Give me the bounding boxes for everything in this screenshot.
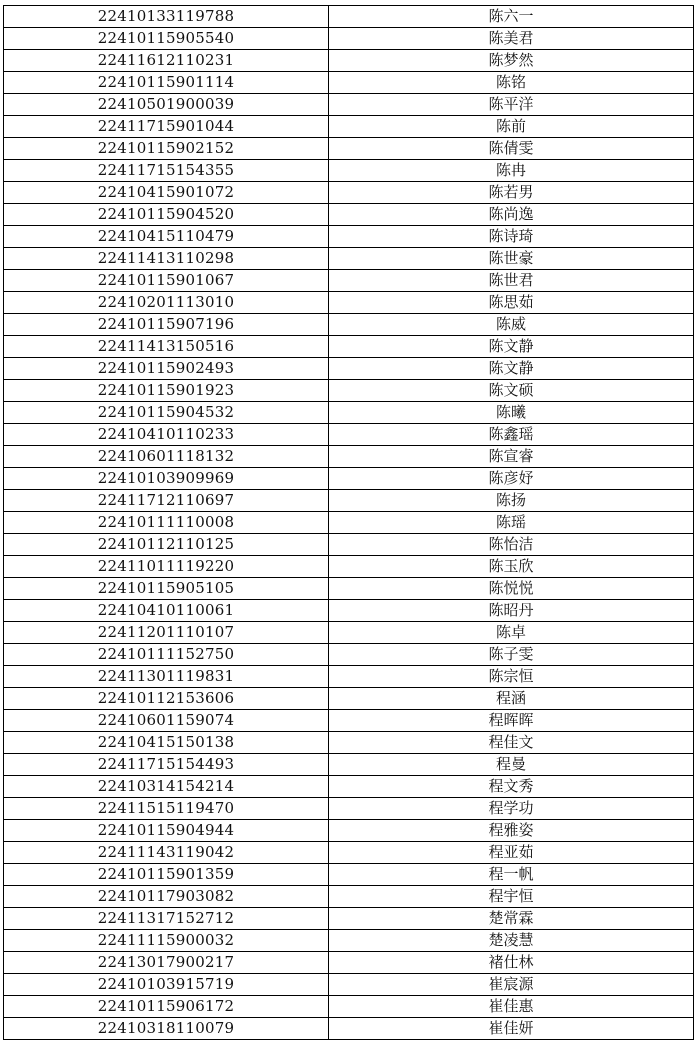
candidate-name-cell: 陈世君 [329, 270, 694, 292]
candidate-name-cell: 楚凌慧 [329, 930, 694, 952]
candidate-id-cell: 22411612110231 [4, 50, 329, 72]
candidate-id-cell: 22410111152750 [4, 644, 329, 666]
table-row [4, 600, 694, 622]
candidate-id-cell: 22411712110697 [4, 490, 329, 512]
candidate-name-cell: 陈怡洁 [329, 534, 694, 556]
candidate-name-cell: 程雅姿 [329, 820, 694, 842]
candidate-id-cell: 22410410110061 [4, 600, 329, 622]
candidate-name-cell: 崔佳妍 [329, 1018, 694, 1040]
candidate-id-cell: 22411301119831 [4, 666, 329, 688]
candidate-name-cell: 陈六一 [329, 6, 694, 28]
candidate-name-cell: 陈卓 [329, 622, 694, 644]
candidate-id-cell: 22411143119042 [4, 842, 329, 864]
table-row [4, 578, 694, 600]
table-row [4, 886, 694, 908]
table-row [4, 908, 694, 930]
candidate-id-cell: 22410201113010 [4, 292, 329, 314]
roster-body [4, 6, 694, 1040]
candidate-name-cell: 楚常霖 [329, 908, 694, 930]
candidate-name-cell: 程佳文 [329, 732, 694, 754]
candidate-id-cell: 22410115901067 [4, 270, 329, 292]
candidate-name-cell: 陈鑫瑶 [329, 424, 694, 446]
candidate-id-cell: 22410103915719 [4, 974, 329, 996]
table-row [4, 556, 694, 578]
candidate-id-cell: 22410103909969 [4, 468, 329, 490]
candidate-name-cell: 陈威 [329, 314, 694, 336]
candidate-id-cell: 22413017900217 [4, 952, 329, 974]
candidate-id-cell: 22411715154355 [4, 160, 329, 182]
candidate-id-cell: 22410115906172 [4, 996, 329, 1018]
table-row [4, 798, 694, 820]
candidate-name-cell: 陈扬 [329, 490, 694, 512]
candidate-id-cell: 22410415110479 [4, 226, 329, 248]
candidate-name-cell: 陈宗恒 [329, 666, 694, 688]
candidate-id-cell: 22411413150516 [4, 336, 329, 358]
candidate-id-cell: 22410117903082 [4, 886, 329, 908]
candidate-id-cell: 22410415150138 [4, 732, 329, 754]
table-row [4, 534, 694, 556]
candidate-name-cell: 陈冉 [329, 160, 694, 182]
candidate-name-cell: 陈文硕 [329, 380, 694, 402]
table-row [4, 974, 694, 996]
table-row [4, 50, 694, 72]
candidate-id-cell: 22411515119470 [4, 798, 329, 820]
table-row [4, 820, 694, 842]
table-row [4, 842, 694, 864]
candidate-name-cell: 程一帆 [329, 864, 694, 886]
candidate-id-cell: 22410115901923 [4, 380, 329, 402]
candidate-id-cell: 22410111110008 [4, 512, 329, 534]
candidate-name-cell: 陈子雯 [329, 644, 694, 666]
candidate-name-cell: 陈文静 [329, 358, 694, 380]
candidate-name-cell: 程晖晖 [329, 710, 694, 732]
table-row [4, 72, 694, 94]
candidate-id-cell: 22410115901114 [4, 72, 329, 94]
table-row [4, 248, 694, 270]
candidate-id-cell: 22410115904532 [4, 402, 329, 424]
table-row [4, 94, 694, 116]
table-row [4, 688, 694, 710]
candidate-id-cell: 22410410110233 [4, 424, 329, 446]
candidate-name-cell: 陈诗琦 [329, 226, 694, 248]
table-row [4, 314, 694, 336]
candidate-name-cell: 陈文静 [329, 336, 694, 358]
candidate-id-cell: 22410115907196 [4, 314, 329, 336]
candidate-id-cell: 22411715901044 [4, 116, 329, 138]
candidate-id-cell: 22410112153606 [4, 688, 329, 710]
candidate-id-cell: 22410501900039 [4, 94, 329, 116]
table-row [4, 754, 694, 776]
table-row [4, 292, 694, 314]
candidate-name-cell: 崔宸源 [329, 974, 694, 996]
candidate-name-cell: 陈美君 [329, 28, 694, 50]
candidate-id-cell: 22411413110298 [4, 248, 329, 270]
candidate-id-cell: 22410115905540 [4, 28, 329, 50]
table-row [4, 930, 694, 952]
table-row [4, 644, 694, 666]
candidate-name-cell: 程学功 [329, 798, 694, 820]
candidate-name-cell: 程亚茹 [329, 842, 694, 864]
candidate-name-cell: 陈思茹 [329, 292, 694, 314]
candidate-name-cell: 陈悦悦 [329, 578, 694, 600]
candidate-id-cell: 22410115905105 [4, 578, 329, 600]
candidate-name-cell: 陈世豪 [329, 248, 694, 270]
table-row [4, 358, 694, 380]
table-row [4, 732, 694, 754]
table-row [4, 160, 694, 182]
table-row [4, 204, 694, 226]
candidate-id-cell: 22411715154493 [4, 754, 329, 776]
candidate-name-cell: 陈前 [329, 116, 694, 138]
candidate-name-cell: 陈昭丹 [329, 600, 694, 622]
candidate-name-cell: 陈梦然 [329, 50, 694, 72]
candidate-id-cell: 22410415901072 [4, 182, 329, 204]
candidate-name-cell: 陈玉欣 [329, 556, 694, 578]
candidate-id-cell: 22410601118132 [4, 446, 329, 468]
table-row [4, 28, 694, 50]
candidate-name-cell: 陈若男 [329, 182, 694, 204]
table-row [4, 776, 694, 798]
table-row [4, 138, 694, 160]
table-row [4, 710, 694, 732]
roster-table [3, 5, 694, 1040]
table-row [4, 226, 694, 248]
candidate-name-cell: 陈尚逸 [329, 204, 694, 226]
candidate-id-cell: 22410112110125 [4, 534, 329, 556]
table-row [4, 380, 694, 402]
table-row [4, 490, 694, 512]
candidate-id-cell: 22410115904944 [4, 820, 329, 842]
table-row [4, 116, 694, 138]
candidate-id-cell: 22410314154214 [4, 776, 329, 798]
candidate-id-cell: 22410115902152 [4, 138, 329, 160]
candidate-name-cell: 程曼 [329, 754, 694, 776]
table-row [4, 270, 694, 292]
table-row [4, 402, 694, 424]
table-row [4, 424, 694, 446]
candidate-id-cell: 22410601159074 [4, 710, 329, 732]
table-row [4, 1018, 694, 1040]
candidate-id-cell: 22410318110079 [4, 1018, 329, 1040]
candidate-id-cell: 22410133119788 [4, 6, 329, 28]
candidate-name-cell: 陈平洋 [329, 94, 694, 116]
table-row [4, 446, 694, 468]
candidate-name-cell: 程宇恒 [329, 886, 694, 908]
candidate-id-cell: 22411011119220 [4, 556, 329, 578]
table-row [4, 336, 694, 358]
candidate-name-cell: 陈曦 [329, 402, 694, 424]
candidate-name-cell: 陈瑶 [329, 512, 694, 534]
candidate-id-cell: 22411115900032 [4, 930, 329, 952]
table-row [4, 182, 694, 204]
table-row [4, 622, 694, 644]
table-row [4, 6, 694, 28]
candidate-name-cell: 程涵 [329, 688, 694, 710]
candidate-name-cell: 褚仕林 [329, 952, 694, 974]
candidate-name-cell: 崔佳惠 [329, 996, 694, 1018]
candidate-id-cell: 22410115904520 [4, 204, 329, 226]
candidate-name-cell: 程文秀 [329, 776, 694, 798]
candidate-name-cell: 陈宣睿 [329, 446, 694, 468]
table-row [4, 996, 694, 1018]
candidate-name-cell: 陈彦妤 [329, 468, 694, 490]
table-row [4, 666, 694, 688]
candidate-id-cell: 22411317152712 [4, 908, 329, 930]
candidate-id-cell: 22410115902493 [4, 358, 329, 380]
table-row [4, 468, 694, 490]
candidate-id-cell: 22411201110107 [4, 622, 329, 644]
table-row [4, 864, 694, 886]
candidate-name-cell: 陈铭 [329, 72, 694, 94]
candidate-name-cell: 陈倩雯 [329, 138, 694, 160]
candidate-id-cell: 22410115901359 [4, 864, 329, 886]
table-row [4, 952, 694, 974]
table-row [4, 512, 694, 534]
